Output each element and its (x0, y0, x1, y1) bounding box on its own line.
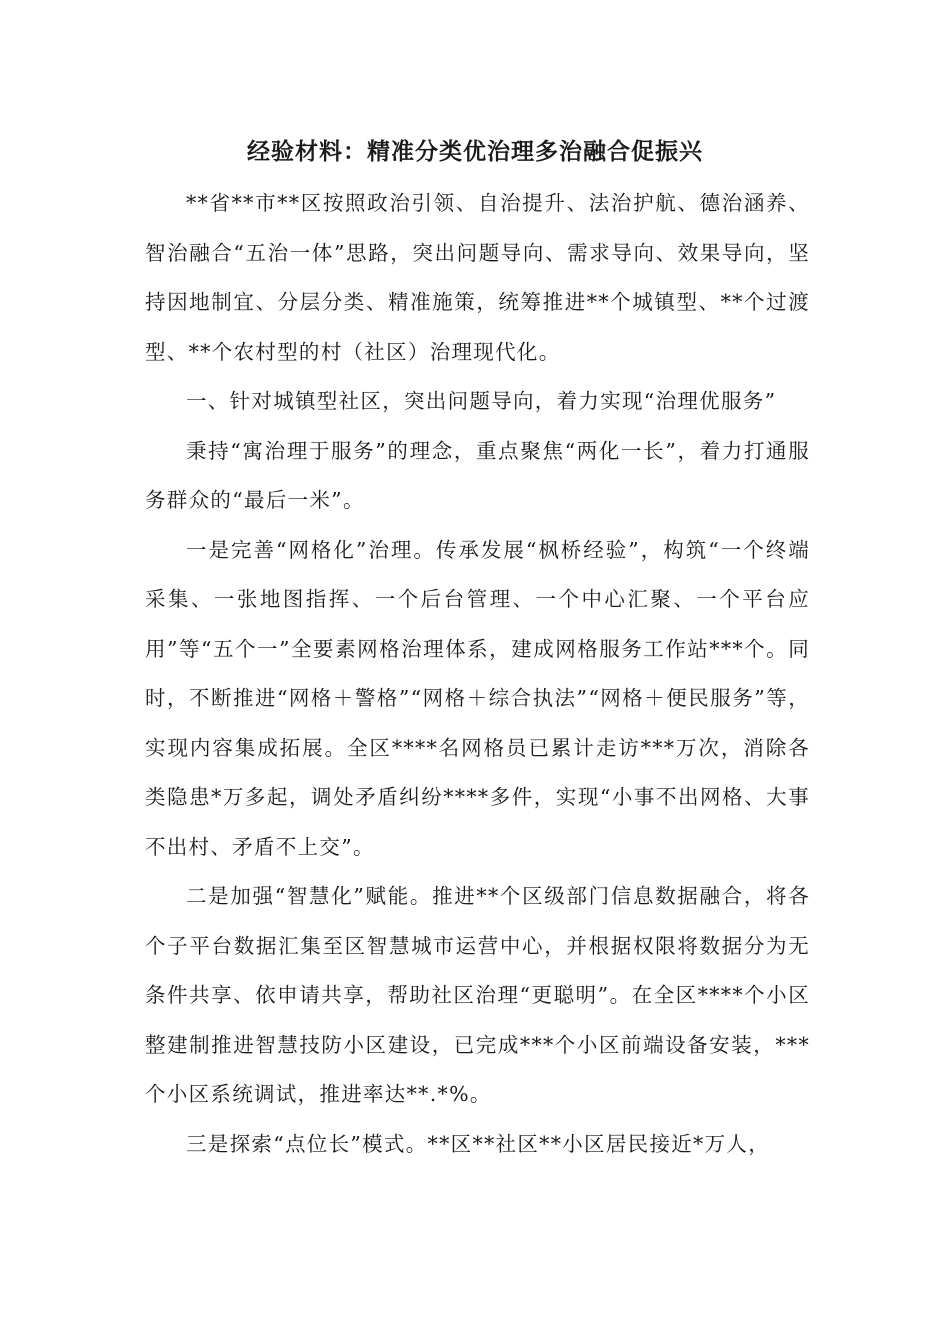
document-body (145, 179, 810, 1169)
paragraph-point-leader: 三是探索“点位长”模式。**区**社区**小区居民接近*万人， (186, 1131, 771, 1156)
paragraph-grid-governance: 一是完善“网格化”治理。传承发展“枫桥经验”，构筑“一个终端采集、一张地图指挥、一个后台管理、一个中心汇聚、一个平台应用”等“五个一”全要素网格治理体系，建成网格服务工作站***个。同时，不断推进“网格＋警格”“网格＋综合执法”“网格＋便民服务”等，实现内容集成拓展。全区****名网格员已累计走访***万次，消除各类隐患*万多起，调处矛盾纠纷****多件，实现“小事不出网格、大事不出村、矛盾不上交”。 (145, 537, 810, 859)
document-title: 经验材料：精准分类优治理多治融合促振兴 (247, 139, 703, 165)
paragraph-section-1-lead: 秉持“寓治理于服务”的理念，重点聚焦“两化一长”，着力打通服务群众的“最后一米”。 (145, 438, 810, 512)
paragraph-smart-empowerment: 二是加强“智慧化”赋能。推进**个区级部门信息数据融合，将各个子平台数据汇集至区智慧城市运营中心，并根据权限将数据分为无条件共享、依申请共享，帮助社区治理“更聪明”。在全区****个小区整建制推进智慧技防小区建设，已完成***个小区前端设备安装，***个小区系统调试，推进率达**.*%。 (145, 884, 810, 1106)
section-heading-1: 一、针对城镇型社区，突出问题导向，着力实现“治理优服务” (186, 389, 777, 413)
paragraph-intro: **省**市**区按照政治引领、自治提升、法治护航、德治涵养、智治融合“五治一体”思路，突出问题导向、需求导向、效果导向，坚持因地制宜、分层分类、精准施策，统筹推进**个城镇型、**个过渡型、**个农村型的村（社区）治理现代化。 (145, 191, 810, 364)
